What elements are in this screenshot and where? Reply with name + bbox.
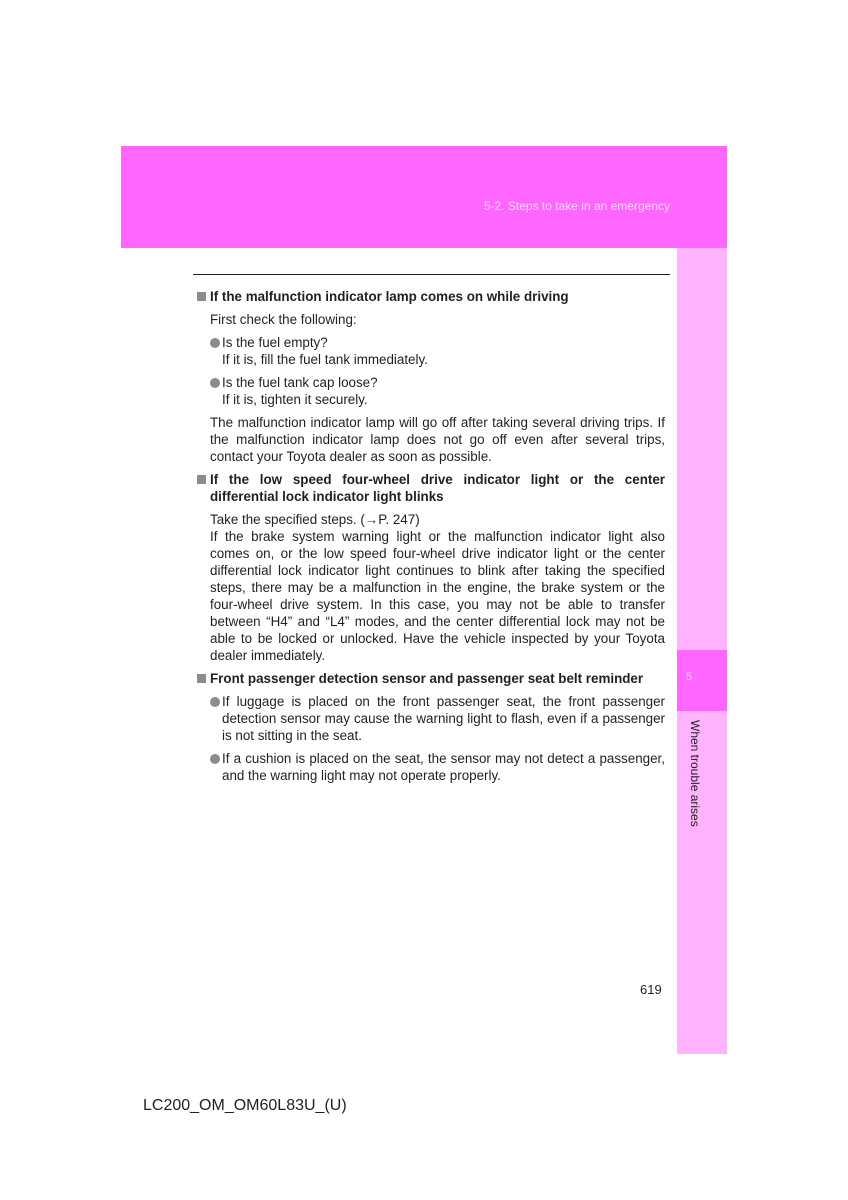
round-bullet-icon [210, 697, 220, 707]
body-text: If the brake system warning light or the malfunction indicator light also comes on, or the low speed four-wheel drive indicator light or the center differential lock indicator light continues to blink after taking the specified steps, there may be a malfunction in the engine, the brake system or the four-wheel drive system. In this case, you may not be able to transfer between “H4” and “L4” modes, and the center differential lock may not be able to be locked or unlocked. Have the vehicle inspected by your Toyota dealer immediately. [210, 529, 665, 663]
note-paragraph: The malfunction indicator lamp will go off after taking several driving trips. If the malfunction indicator lamp does not go off even after several trips, contact your Toyota dealer as soon as possible. [210, 415, 665, 464]
header-band [121, 146, 727, 248]
section-heading [197, 288, 665, 305]
bullet-line: If it is, tighten it securely. [222, 392, 368, 407]
bullet-line: Is the fuel empty? [222, 335, 328, 350]
bullet-text: If luggage is placed on the front passenger seat, the front passenger detection sensor may cause the warning light to flash, even if a passenger is not sitting in the seat. [222, 694, 665, 743]
list-item [210, 750, 665, 784]
list-item [210, 374, 665, 408]
body-paragraph [210, 511, 665, 664]
heading-text: If the malfunction indicator lamp comes on while driving [210, 289, 569, 304]
chapter-box [677, 650, 727, 711]
square-bullet-icon [197, 674, 206, 683]
round-bullet-icon [210, 338, 220, 348]
page-number: 619 [640, 982, 662, 997]
heading-text: Front passenger detection sensor and passenger seat belt reminder [210, 671, 644, 686]
heading-text: If the low speed four-wheel drive indicator light or the center differential lock indicator light blinks [210, 472, 665, 504]
bullet-line: Is the fuel tank cap loose? [222, 375, 378, 390]
list-item [210, 693, 665, 744]
document-id: LC200_OM_OM60L83U_(U) [143, 1097, 347, 1114]
section-label: 5-2. Steps to take in an emergency [483, 199, 670, 213]
round-bullet-icon [210, 754, 220, 764]
list-item [210, 334, 665, 368]
reference-line: Take the specified steps. (→P. 247) [210, 512, 420, 527]
bullet-text: If a cushion is placed on the seat, the sensor may not detect a passenger, and the warning light may not operate properly. [222, 751, 665, 783]
chapter-title: When trouble arises [688, 720, 702, 827]
chapter-number: 5 [686, 671, 693, 683]
bullet-line: If it is, fill the fuel tank immediately. [222, 352, 428, 367]
square-bullet-icon [197, 475, 206, 484]
section-heading [197, 670, 665, 687]
intro-text: First check the following: [210, 312, 357, 327]
square-bullet-icon [197, 292, 206, 301]
divider-rule [193, 274, 670, 275]
section-heading [197, 471, 665, 505]
page-content [197, 288, 665, 790]
round-bullet-icon [210, 378, 220, 388]
